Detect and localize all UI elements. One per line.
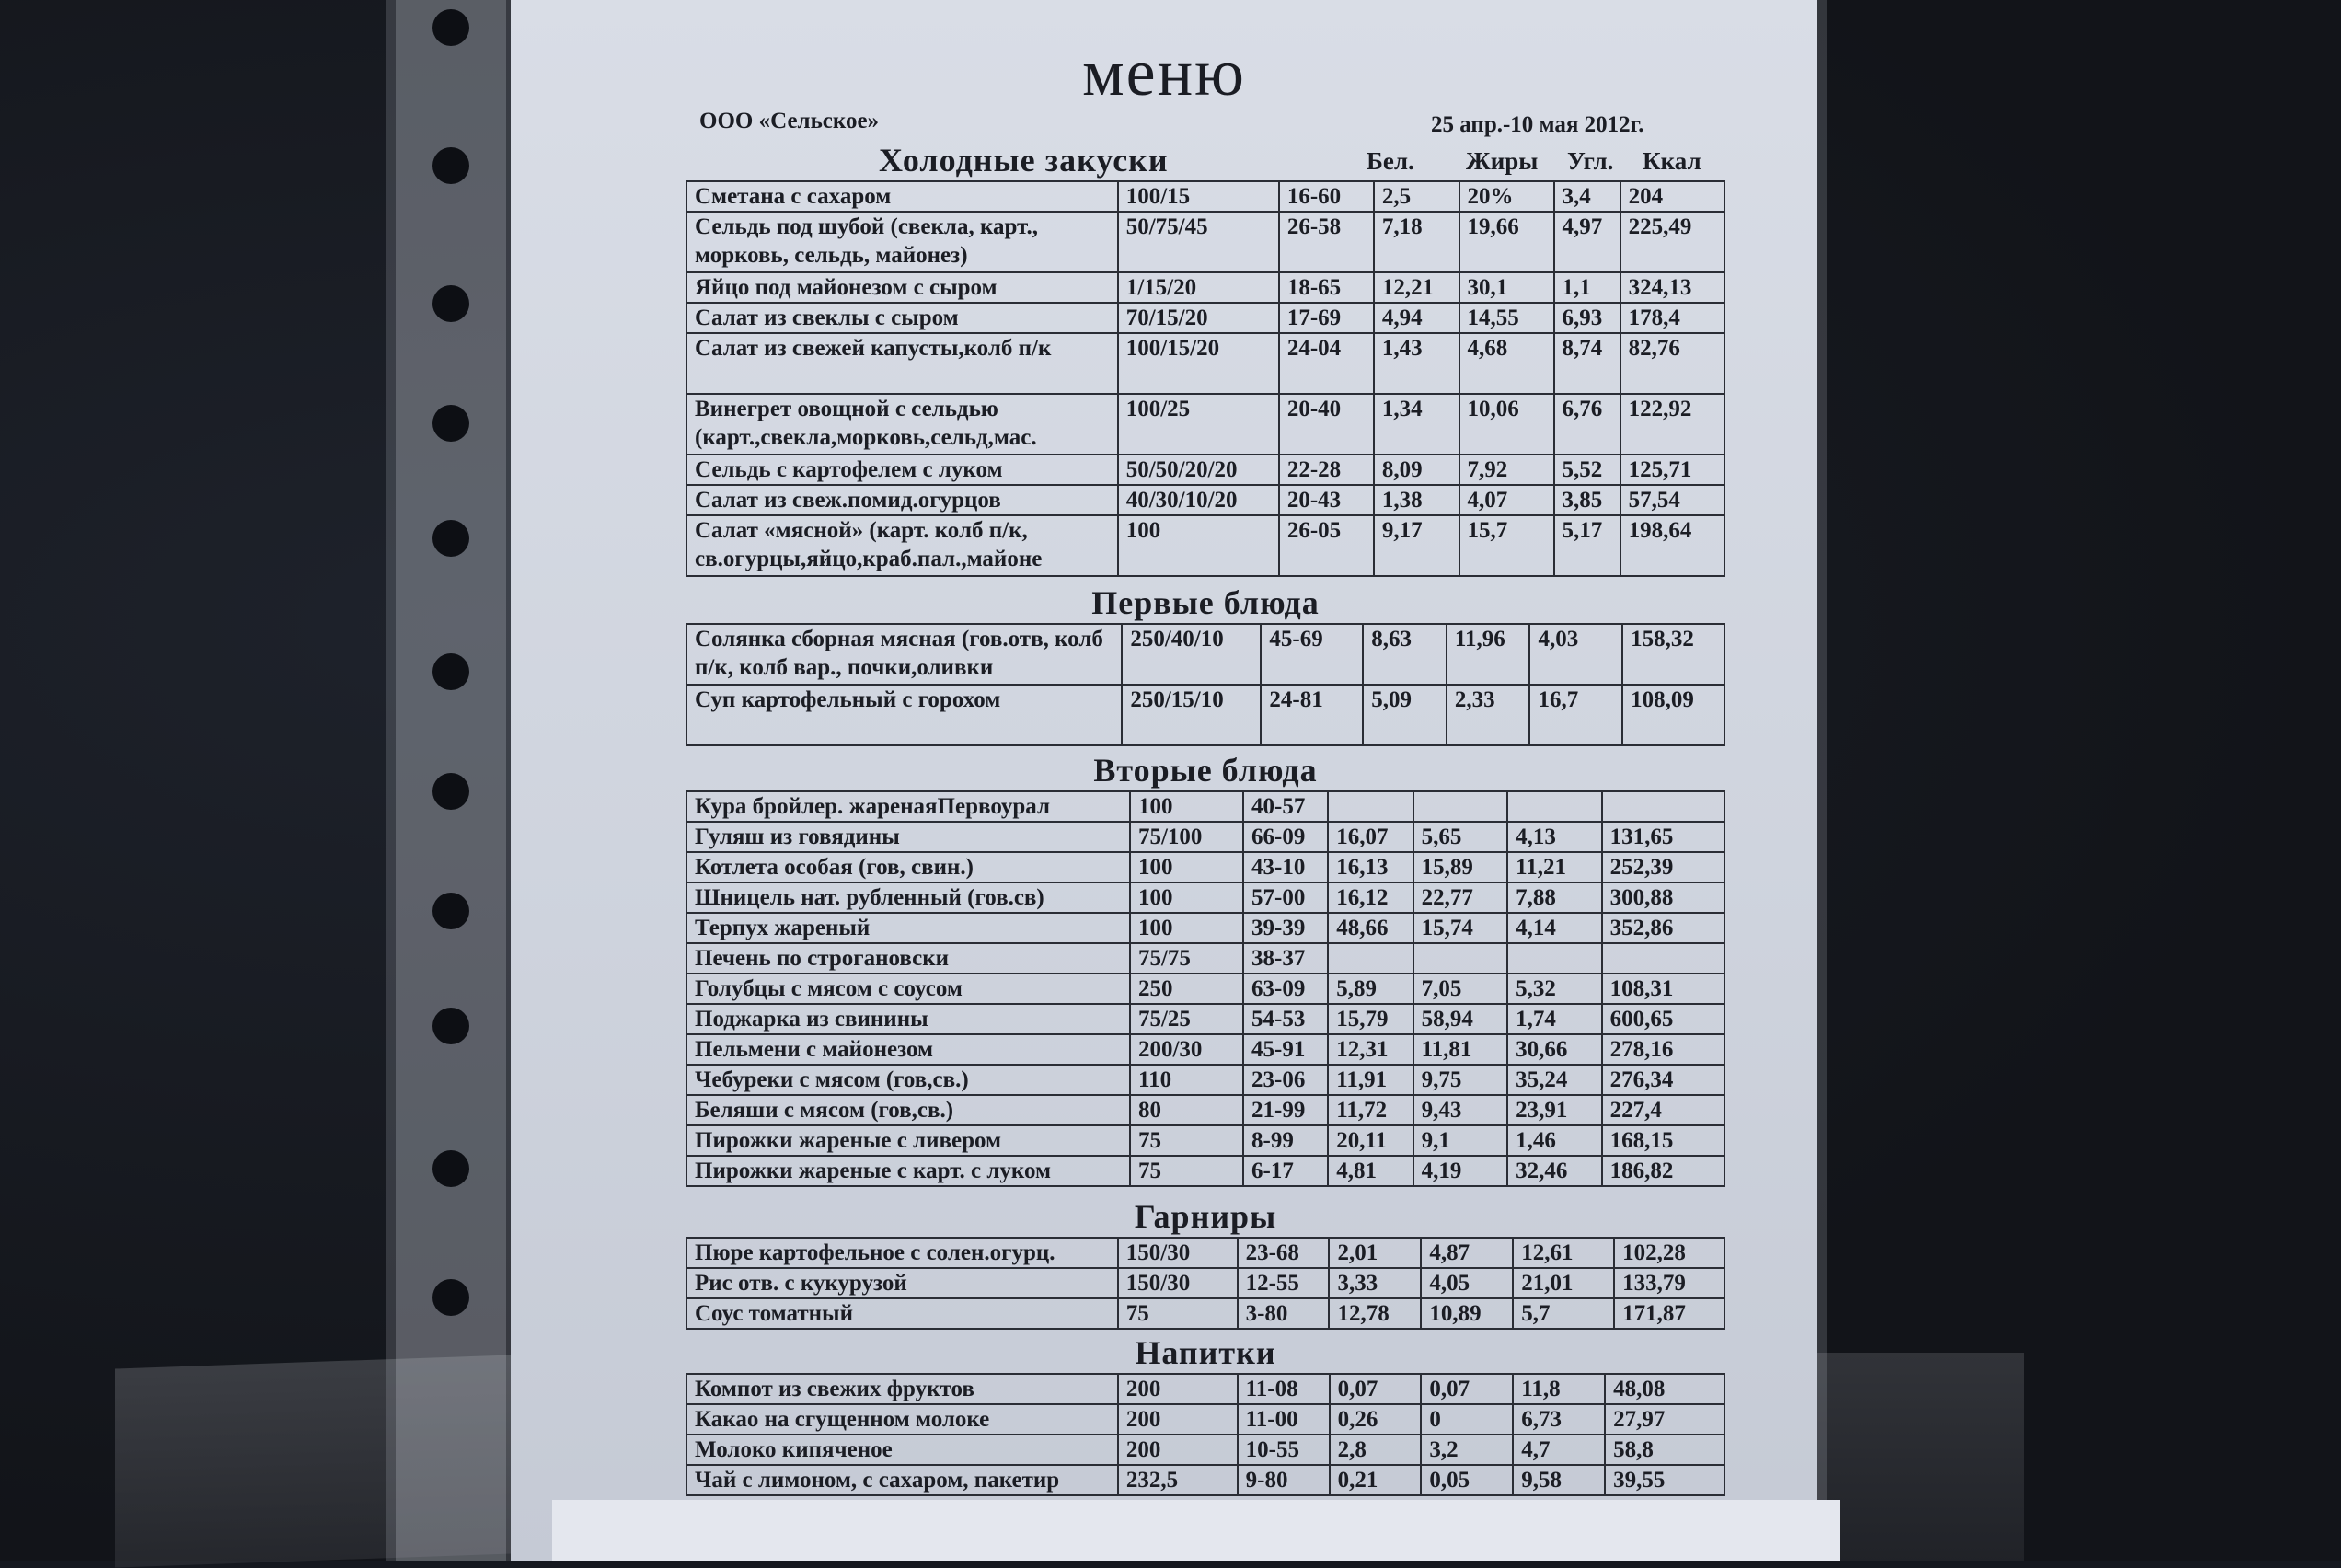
kcal-value: 27,97 <box>1605 1404 1724 1435</box>
fat-value: 4,07 <box>1459 485 1554 515</box>
menu-row <box>686 913 1724 943</box>
kcal-value: 324,13 <box>1620 272 1724 303</box>
price: 54-53 <box>1243 1004 1328 1034</box>
dish-name: Шницель нат. рубленный (гов.св) <box>686 882 1130 913</box>
dish-name: Пельмени с майонезом <box>686 1034 1130 1065</box>
portion-weight: 80 <box>1130 1095 1243 1125</box>
kcal-value: 227,4 <box>1602 1095 1724 1125</box>
dish-name: Пюре картофельное с солен.огурц. <box>686 1238 1118 1268</box>
menu-table <box>686 180 1725 577</box>
price: 12-55 <box>1238 1268 1330 1298</box>
kcal-value: 82,76 <box>1620 333 1724 394</box>
fat-value: 11,96 <box>1447 624 1530 685</box>
punched-hole <box>432 520 469 557</box>
kcal-value: 108,31 <box>1602 974 1724 1004</box>
protein-value: 1,34 <box>1374 394 1459 455</box>
paper-strip <box>552 1500 1840 1561</box>
portion-weight: 100 <box>1130 913 1243 943</box>
protein-value: 11,91 <box>1328 1065 1413 1095</box>
portion-weight: 50/75/45 <box>1118 212 1279 272</box>
dish-name: Салат из свежей капусты,колб п/к <box>686 333 1118 394</box>
fat-value: 10,89 <box>1421 1298 1513 1329</box>
menu-row <box>686 1404 1724 1435</box>
portion-weight: 75/25 <box>1130 1004 1243 1034</box>
punched-hole <box>432 653 469 690</box>
dish-name: Голубцы с мясом с соусом <box>686 974 1130 1004</box>
menu-section <box>686 750 1725 1187</box>
portion-weight: 250 <box>1130 974 1243 1004</box>
dish-name: Сметана с сахаром <box>686 181 1118 212</box>
kcal-value: 158,32 <box>1622 624 1724 685</box>
price: 9-80 <box>1238 1465 1330 1495</box>
carbs-value: 5,52 <box>1554 455 1620 485</box>
menu-row <box>686 624 1724 685</box>
carbs-value: 1,46 <box>1507 1125 1602 1156</box>
protein-value: 48,66 <box>1328 913 1413 943</box>
menu-row <box>686 1095 1724 1125</box>
price: 40-57 <box>1243 791 1328 822</box>
price: 23-06 <box>1243 1065 1328 1095</box>
kcal-value: 108,09 <box>1622 685 1724 745</box>
kcal-value: 600,65 <box>1602 1004 1724 1034</box>
column-header-carbs: Угл. <box>1567 147 1614 175</box>
portion-weight: 250/40/10 <box>1122 624 1261 685</box>
protein-value: 2,5 <box>1374 181 1459 212</box>
menu-section <box>686 1196 1725 1330</box>
kcal-value: 57,54 <box>1620 485 1724 515</box>
dish-name: Поджарка из свинины <box>686 1004 1130 1034</box>
menu-row <box>686 1465 1724 1495</box>
price: 57-00 <box>1243 882 1328 913</box>
fat-value: 0,07 <box>1421 1374 1513 1404</box>
portion-weight: 40/30/10/20 <box>1118 485 1279 515</box>
protein-value: 20,11 <box>1328 1125 1413 1156</box>
menu-table <box>686 1373 1725 1496</box>
kcal-value: 204 <box>1620 181 1724 212</box>
kcal-value: 225,49 <box>1620 212 1724 272</box>
portion-weight: 100/15 <box>1118 181 1279 212</box>
menu-row <box>686 455 1724 485</box>
fat-value: 3,2 <box>1421 1435 1513 1465</box>
menu-row <box>686 791 1724 822</box>
portion-weight: 75 <box>1130 1156 1243 1186</box>
portion-weight: 250/15/10 <box>1122 685 1261 745</box>
price: 24-81 <box>1261 685 1363 745</box>
protein-value: 11,72 <box>1328 1095 1413 1125</box>
menu-row <box>686 181 1724 212</box>
portion-weight: 100 <box>1130 852 1243 882</box>
kcal-value: 198,64 <box>1620 515 1724 576</box>
menu-row <box>686 685 1724 745</box>
portion-weight: 75 <box>1118 1298 1238 1329</box>
protein-value: 12,31 <box>1328 1034 1413 1065</box>
price: 20-40 <box>1279 394 1374 455</box>
menu-row <box>686 974 1724 1004</box>
price: 18-65 <box>1279 272 1374 303</box>
carbs-value: 4,03 <box>1529 624 1622 685</box>
protein-value: 5,89 <box>1328 974 1413 1004</box>
protein-value: 7,18 <box>1374 212 1459 272</box>
protein-value: 16,07 <box>1328 822 1413 852</box>
menu-table <box>686 623 1725 746</box>
portion-weight: 50/50/20/20 <box>1118 455 1279 485</box>
carbs-value: 4,97 <box>1554 212 1620 272</box>
dish-name: Чебуреки с мясом (гов,св.) <box>686 1065 1130 1095</box>
carbs-value: 8,74 <box>1554 333 1620 394</box>
dish-name: Котлета особая (гов, свин.) <box>686 852 1130 882</box>
punched-hole <box>432 1008 469 1044</box>
price: 39-39 <box>1243 913 1328 943</box>
price: 26-58 <box>1279 212 1374 272</box>
carbs-value: 30,66 <box>1507 1034 1602 1065</box>
carbs-value: 5,17 <box>1554 515 1620 576</box>
menu-row <box>686 1125 1724 1156</box>
kcal-value: 278,16 <box>1602 1034 1724 1065</box>
fat-value: 19,66 <box>1459 212 1554 272</box>
kcal-value: 133,79 <box>1614 1268 1724 1298</box>
punched-hole <box>432 405 469 442</box>
dish-name: Печень по строгановски <box>686 943 1130 974</box>
portion-weight: 75/75 <box>1130 943 1243 974</box>
dish-name: Винегрет овощной с сельдью (карт.,свекла,морковь,сельд,мас. <box>686 394 1118 455</box>
carbs-value: 6,76 <box>1554 394 1620 455</box>
portion-weight: 75 <box>1130 1125 1243 1156</box>
carbs-value: 12,61 <box>1513 1238 1614 1268</box>
carbs-value <box>1507 791 1602 822</box>
fat-value: 4,05 <box>1421 1268 1513 1298</box>
price: 16-60 <box>1279 181 1374 212</box>
portion-weight: 200 <box>1118 1374 1238 1404</box>
dish-name: Беляши с мясом (гов,св.) <box>686 1095 1130 1125</box>
section-title: Первые блюда <box>1091 584 1320 621</box>
portion-weight: 1/15/20 <box>1118 272 1279 303</box>
menu-row <box>686 852 1724 882</box>
kcal-value <box>1602 943 1724 974</box>
kcal-value: 122,92 <box>1620 394 1724 455</box>
carbs-value <box>1507 943 1602 974</box>
kcal-value: 48,08 <box>1605 1374 1724 1404</box>
price: 24-04 <box>1279 333 1374 394</box>
dish-name: Рис отв. с кукурузой <box>686 1268 1118 1298</box>
fat-value: 2,33 <box>1447 685 1530 745</box>
fat-value: 5,65 <box>1413 822 1508 852</box>
dish-name: Салат из свеклы с сыром <box>686 303 1118 333</box>
portion-weight: 150/30 <box>1118 1268 1238 1298</box>
dish-name: Салат из свеж.помид.огурцов <box>686 485 1118 515</box>
kcal-value: 168,15 <box>1602 1125 1724 1156</box>
carbs-value: 11,8 <box>1513 1374 1605 1404</box>
carbs-value: 21,01 <box>1513 1268 1614 1298</box>
kcal-value: 300,88 <box>1602 882 1724 913</box>
dish-name: Гуляш из говядины <box>686 822 1130 852</box>
column-header-fat: Жиры <box>1466 147 1539 175</box>
punched-hole <box>432 9 469 46</box>
dish-name: Сельдь с картофелем с луком <box>686 455 1118 485</box>
carbs-value: 3,4 <box>1554 181 1620 212</box>
protein-value <box>1328 791 1413 822</box>
menu-row <box>686 272 1724 303</box>
protein-value: 0,26 <box>1330 1404 1422 1435</box>
protein-value: 8,09 <box>1374 455 1459 485</box>
protein-value: 2,8 <box>1330 1435 1422 1465</box>
punched-hole <box>432 1279 469 1316</box>
fat-value: 15,89 <box>1413 852 1508 882</box>
protein-value: 12,78 <box>1329 1298 1421 1329</box>
dish-name: Какао на сгущенном молоке <box>686 1404 1118 1435</box>
dish-name: Кура бройлер. жаренаяПервоурал <box>686 791 1130 822</box>
kcal-value: 125,71 <box>1620 455 1724 485</box>
fat-value: 4,19 <box>1413 1156 1508 1186</box>
menu-section <box>686 1332 1725 1496</box>
section-title: Холодные закуски <box>879 142 1169 179</box>
price: 45-91 <box>1243 1034 1328 1065</box>
menu-row <box>686 303 1724 333</box>
price: 17-69 <box>1279 303 1374 333</box>
kcal-value: 102,28 <box>1614 1238 1724 1268</box>
kcal-value <box>1602 791 1724 822</box>
portion-weight: 70/15/20 <box>1118 303 1279 333</box>
punched-hole <box>432 1150 469 1187</box>
portion-weight: 100/15/20 <box>1118 333 1279 394</box>
portion-weight: 100 <box>1130 882 1243 913</box>
portion-weight: 150/30 <box>1118 1238 1238 1268</box>
protein-value: 4,94 <box>1374 303 1459 333</box>
fat-value: 4,68 <box>1459 333 1554 394</box>
fat-value: 22,77 <box>1413 882 1508 913</box>
kcal-value: 58,8 <box>1605 1435 1724 1465</box>
kcal-value: 252,39 <box>1602 852 1724 882</box>
column-header-kcal: Ккал <box>1643 147 1701 175</box>
price: 38-37 <box>1243 943 1328 974</box>
menu-row <box>686 1004 1724 1034</box>
menu-row <box>686 1374 1724 1404</box>
fat-value: 9,75 <box>1413 1065 1508 1095</box>
protein-value: 2,01 <box>1329 1238 1421 1268</box>
price: 11-00 <box>1238 1404 1330 1435</box>
carbs-value: 4,13 <box>1507 822 1602 852</box>
menu-row <box>686 1238 1724 1268</box>
dish-name: Чай с лимоном, с сахаром, пакетир <box>686 1465 1118 1495</box>
dish-name: Салат «мясной» (карт. колб п/к, св.огурцы,яйцо,краб.пал.,майоне <box>686 515 1118 576</box>
fat-value: 9,1 <box>1413 1125 1508 1156</box>
menu-row <box>686 1156 1724 1186</box>
dish-name: Терпух жареный <box>686 913 1130 943</box>
kcal-value: 186,82 <box>1602 1156 1724 1186</box>
dish-name: Солянка сборная мясная (гов.отв, колб п/к, колб вар., почки,оливки <box>686 624 1122 685</box>
carbs-value: 4,14 <box>1507 913 1602 943</box>
protein-value: 5,09 <box>1363 685 1447 745</box>
price: 21-99 <box>1243 1095 1328 1125</box>
portion-weight: 200 <box>1118 1404 1238 1435</box>
menu-row <box>686 515 1724 576</box>
menu-row <box>686 394 1724 455</box>
dish-name: Яйцо под майонезом с сыром <box>686 272 1118 303</box>
protein-value: 1,43 <box>1374 333 1459 394</box>
portion-weight: 100/25 <box>1118 394 1279 455</box>
price: 66-09 <box>1243 822 1328 852</box>
carbs-value: 6,73 <box>1513 1404 1605 1435</box>
fat-value: 7,05 <box>1413 974 1508 1004</box>
dish-name: Пирожки жареные с ливером <box>686 1125 1130 1156</box>
price: 3-80 <box>1238 1298 1330 1329</box>
dish-name: Соус томатный <box>686 1298 1118 1329</box>
protein-value <box>1328 943 1413 974</box>
menu-row <box>686 882 1724 913</box>
protein-value: 12,21 <box>1374 272 1459 303</box>
fat-value <box>1413 791 1508 822</box>
menu-row <box>686 1435 1724 1465</box>
fat-value: 11,81 <box>1413 1034 1508 1065</box>
carbs-value: 3,85 <box>1554 485 1620 515</box>
carbs-value: 5,7 <box>1513 1298 1614 1329</box>
price: 11-08 <box>1238 1374 1330 1404</box>
carbs-value: 1,1 <box>1554 272 1620 303</box>
fat-value: 9,43 <box>1413 1095 1508 1125</box>
portion-weight: 100 <box>1130 791 1243 822</box>
fat-value: 15,74 <box>1413 913 1508 943</box>
protein-value: 15,79 <box>1328 1004 1413 1034</box>
kcal-value: 39,55 <box>1605 1465 1724 1495</box>
fat-value: 14,55 <box>1459 303 1554 333</box>
portion-weight: 200/30 <box>1130 1034 1243 1065</box>
carbs-value: 11,21 <box>1507 852 1602 882</box>
portion-weight: 100 <box>1118 515 1279 576</box>
carbs-value: 1,74 <box>1507 1004 1602 1034</box>
menu-section <box>686 582 1725 746</box>
menu-sheet <box>511 0 1817 1561</box>
punched-hole <box>432 147 469 184</box>
fat-value: 30,1 <box>1459 272 1554 303</box>
protein-value: 3,33 <box>1329 1268 1421 1298</box>
portion-weight: 110 <box>1130 1065 1243 1095</box>
carbs-value: 5,32 <box>1507 974 1602 1004</box>
protein-value: 0,21 <box>1330 1465 1422 1495</box>
price: 10-55 <box>1238 1435 1330 1465</box>
section-title: Вторые блюда <box>1093 752 1318 789</box>
fat-value: 7,92 <box>1459 455 1554 485</box>
menu-row <box>686 212 1724 272</box>
price: 20-43 <box>1279 485 1374 515</box>
kcal-value: 178,4 <box>1620 303 1724 333</box>
price: 23-68 <box>1238 1238 1330 1268</box>
kcal-value: 171,87 <box>1614 1298 1724 1329</box>
fat-value: 15,7 <box>1459 515 1554 576</box>
menu-row <box>686 822 1724 852</box>
menu-row <box>686 943 1724 974</box>
fat-value: 20% <box>1459 181 1554 212</box>
price: 6-17 <box>1243 1156 1328 1186</box>
carbs-value: 32,46 <box>1507 1156 1602 1186</box>
carbs-value: 23,91 <box>1507 1095 1602 1125</box>
fat-value: 4,87 <box>1421 1238 1513 1268</box>
menu-row <box>686 333 1724 394</box>
page-title: меню <box>1082 36 1246 110</box>
kcal-value: 131,65 <box>1602 822 1724 852</box>
carbs-value: 6,93 <box>1554 303 1620 333</box>
dish-name: Сельдь под шубой (свекла, карт., морковь, сельдь, майонез) <box>686 212 1118 272</box>
price: 43-10 <box>1243 852 1328 882</box>
kcal-value: 276,34 <box>1602 1065 1724 1095</box>
carbs-value: 9,58 <box>1513 1465 1605 1495</box>
menu-row <box>686 485 1724 515</box>
price: 26-05 <box>1279 515 1374 576</box>
carbs-value: 7,88 <box>1507 882 1602 913</box>
menu-dates: 25 апр.-10 мая 2012г. <box>1431 112 1644 137</box>
fat-value: 10,06 <box>1459 394 1554 455</box>
protein-value: 4,81 <box>1328 1156 1413 1186</box>
menu-row <box>686 1034 1724 1065</box>
protein-value: 16,12 <box>1328 882 1413 913</box>
menu-row <box>686 1268 1724 1298</box>
carbs-value: 4,7 <box>1513 1435 1605 1465</box>
dish-name: Суп картофельный с горохом <box>686 685 1122 745</box>
dish-name: Молоко кипяченое <box>686 1435 1118 1465</box>
dish-name: Компот из свежих фруктов <box>686 1374 1118 1404</box>
fat-value: 0 <box>1421 1404 1513 1435</box>
column-header-protein: Бел. <box>1367 147 1414 175</box>
carbs-value: 35,24 <box>1507 1065 1602 1095</box>
price: 8-99 <box>1243 1125 1328 1156</box>
fat-value <box>1413 943 1508 974</box>
section-title: Гарниры <box>1134 1198 1277 1235</box>
price: 22-28 <box>1279 455 1374 485</box>
organization-name: ООО «Сельское» <box>699 109 880 133</box>
dish-name: Пирожки жареные с карт. с луком <box>686 1156 1130 1186</box>
menu-row <box>686 1065 1724 1095</box>
menu-row <box>686 1298 1724 1329</box>
price: 63-09 <box>1243 974 1328 1004</box>
punched-hole-strip <box>396 0 506 1561</box>
menu-section <box>686 140 1725 577</box>
punched-hole <box>432 773 469 810</box>
menu-table <box>686 790 1725 1187</box>
fat-value: 0,05 <box>1421 1465 1513 1495</box>
price: 45-69 <box>1261 624 1363 685</box>
kcal-value: 352,86 <box>1602 913 1724 943</box>
punched-hole <box>432 285 469 322</box>
punched-hole <box>432 893 469 929</box>
section-title: Напитки <box>1135 1334 1276 1371</box>
carbs-value: 16,7 <box>1529 685 1622 745</box>
portion-weight: 232,5 <box>1118 1465 1238 1495</box>
protein-value: 9,17 <box>1374 515 1459 576</box>
portion-weight: 200 <box>1118 1435 1238 1465</box>
fat-value: 58,94 <box>1413 1004 1508 1034</box>
portion-weight: 75/100 <box>1130 822 1243 852</box>
menu-table <box>686 1237 1725 1330</box>
protein-value: 1,38 <box>1374 485 1459 515</box>
protein-value: 8,63 <box>1363 624 1447 685</box>
protein-value: 16,13 <box>1328 852 1413 882</box>
protein-value: 0,07 <box>1330 1374 1422 1404</box>
